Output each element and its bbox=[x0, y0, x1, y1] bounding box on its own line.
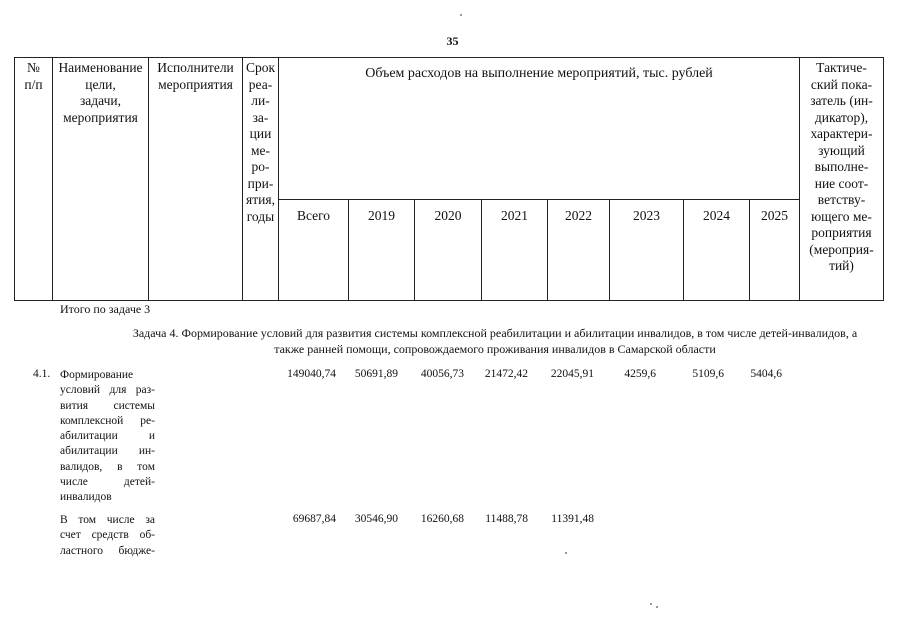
row-value-total: 149040,74 bbox=[287, 368, 336, 380]
header-volume: Объем расходов на выполнение мероприятий, тыс. рублей bbox=[279, 58, 800, 200]
scan-speck bbox=[656, 606, 658, 608]
row-value-2019: 30546,90 bbox=[354, 513, 398, 525]
row-name-line: валидов, в том bbox=[60, 460, 155, 473]
row-name-line: числе детей- bbox=[60, 476, 155, 489]
scan-speck bbox=[650, 603, 652, 605]
row-value-2025: 5404,6 bbox=[750, 368, 782, 380]
row-name-line: ластного бюдже- bbox=[60, 544, 155, 557]
header-num: № п/п bbox=[15, 58, 53, 301]
header-term: Срок реа- ли- за- ции ме- ро- при- ятия, годы bbox=[243, 58, 279, 301]
row-value-2021: 21472,42 bbox=[484, 368, 528, 380]
header-year-2021: 2021 bbox=[482, 200, 548, 301]
header-year-2020: 2020 bbox=[415, 200, 482, 301]
row-value-2021: 11488,78 bbox=[485, 513, 528, 525]
header-name: Наименование цели, задачи, мероприятия bbox=[53, 58, 149, 301]
row-name-line: В том числе за bbox=[60, 514, 155, 526]
row-name-line: вития системы bbox=[60, 399, 155, 412]
header-year-2019: 2019 bbox=[349, 200, 415, 301]
row-value-2019: 50691,89 bbox=[354, 368, 398, 380]
task4-title: Задача 4. Формирование условий для развития системы комплексной реабилитации и абилитации инвалидов, в том числе детей-инвалидов, а также ранней помощи, сопровождаемого проживания инвалидов в Самарской области bbox=[132, 326, 858, 356]
row-value-2020: 40056,73 bbox=[420, 368, 464, 380]
row-value-2023: 4259,6 bbox=[624, 368, 656, 380]
row-name-line: абилитации и bbox=[60, 430, 155, 443]
row-value-2022: 11391,48 bbox=[551, 513, 594, 525]
table-header bbox=[14, 57, 884, 301]
header-year-2025: 2025 bbox=[750, 200, 800, 301]
header-year-total: Всего bbox=[279, 200, 349, 301]
row-name-line: условий для раз- bbox=[60, 384, 155, 397]
header-indicator: Тактиче- ский пока- затель (ин- дикатор), характери- зующий выполне- ние соот- ветству- ющего ме- роприятия (мероприя- тий) bbox=[800, 58, 884, 301]
row-name-line: счет средств об- bbox=[60, 529, 155, 542]
row-value-total: 69687,84 bbox=[292, 513, 336, 525]
row-value-2022: 22045,91 bbox=[550, 368, 594, 380]
row-name bbox=[60, 368, 155, 506]
row-name-line: инвалидов bbox=[60, 491, 112, 504]
header-year-2024: 2024 bbox=[684, 200, 750, 301]
row-value-2024: 5109,6 bbox=[692, 368, 724, 380]
row-value-2020: 16260,68 bbox=[420, 513, 464, 525]
total-task3-label: Итого по задаче 3 bbox=[60, 302, 151, 316]
row-name-line: Формирование bbox=[60, 369, 134, 381]
page-number: 35 bbox=[446, 34, 459, 48]
row-name-line: комплексной ре- bbox=[60, 414, 155, 427]
row-name-line: абилитации ин- bbox=[60, 445, 155, 458]
scan-speck bbox=[460, 14, 462, 16]
scan-speck bbox=[565, 552, 567, 554]
header-executors: Исполнители мероприятия bbox=[149, 58, 243, 301]
row-name bbox=[60, 513, 155, 559]
row-number: 4.1. bbox=[33, 368, 51, 380]
header-year-2022: 2022 bbox=[548, 200, 610, 301]
header-year-2023: 2023 bbox=[610, 200, 684, 301]
